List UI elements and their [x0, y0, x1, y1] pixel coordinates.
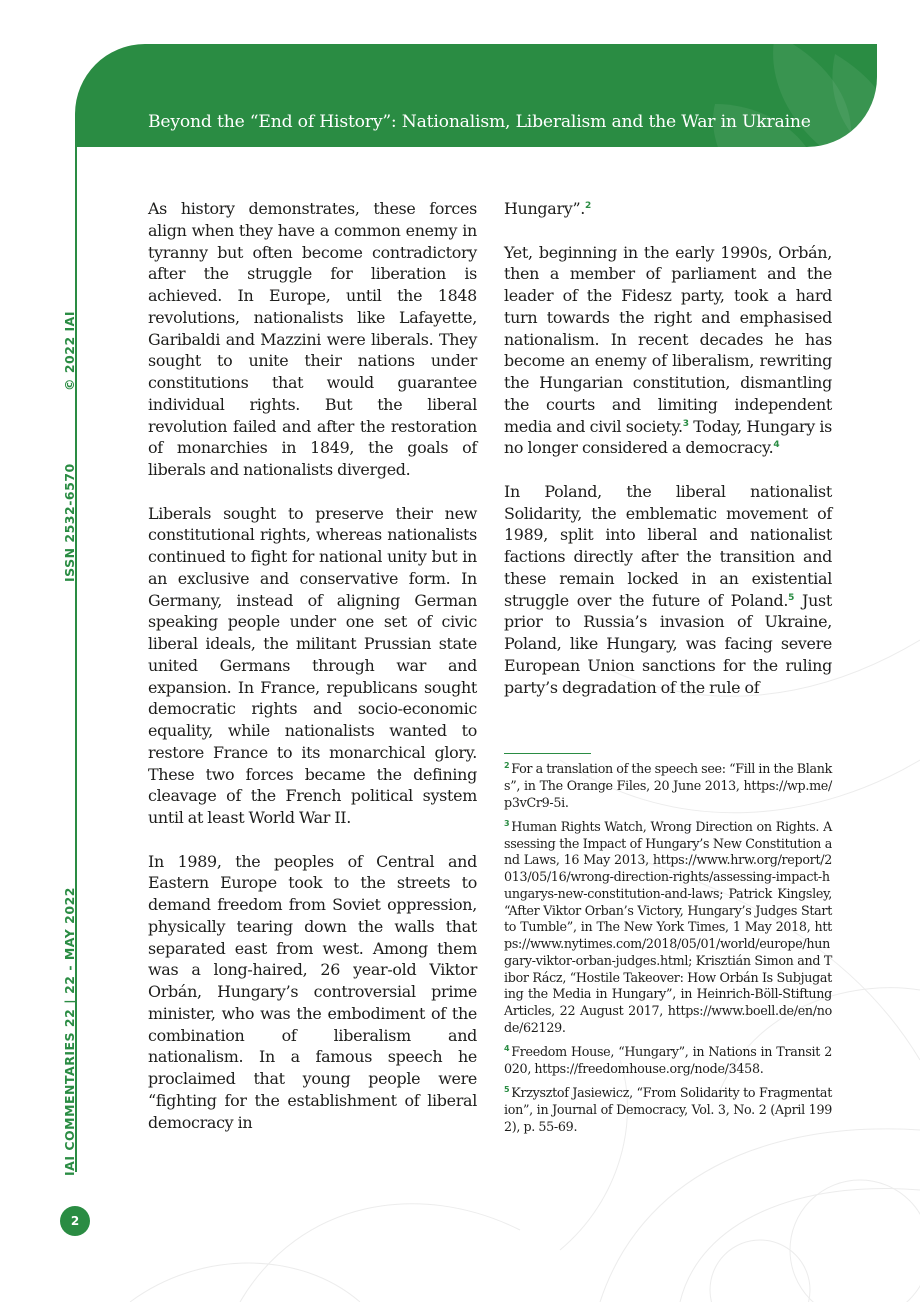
footnote-ref: 3 [682, 418, 689, 429]
series-label: IAI COMMENTARIES 22 | 22 - MAY 2022 [62, 887, 77, 1176]
paragraph [148, 503, 477, 829]
paragraph [504, 242, 832, 460]
left-text-column [148, 198, 477, 1155]
header-band [75, 44, 877, 147]
header-title: Beyond the “End of History”: Nationalism, Liberalism and the War in Ukraine [148, 112, 811, 132]
footnote [504, 1085, 832, 1135]
paragraph [504, 198, 832, 220]
footnote-text: Human Rights Watch, Wrong Direction on Rights. Assessing the Impact of Hungary’s New Constitution and Laws, 16 May 2013, https://www.hrw.org/report/2013/05/16/wrong-direction-rights/assessing-impact-hungarys-new-constitution-and-laws; Patrick Kingsley, “After Viktor Orban’s Victory, Hungary’s Judges Start to Tumble”, in The New York Times, 1 May 2018, https://www.nytimes.com/2018/05/01/world/europe/hungary-viktor-orban-judges.html; Krisztián Simon and Tibor Rácz, “Hostile Takeover: How Orbán Is Subjugating the Media in Hungary”, in Heinrich-Böll-Stiftung Articles, 22 August 2017, https://www.boell.de/en/node/62129. [504, 818, 832, 1035]
paragraph [148, 851, 477, 1134]
paragraph-text: Hungary”. [504, 199, 586, 218]
paragraph-text: As history demonstrates, these forces align when they have a common enemy in tyranny but often become contradictory after the struggle for liberation is achieved. In Europe, until the 1848 revolutions, nationalists like Lafayette, Garibaldi and Mazzini were liberals. They sought to unite their nations under constitutions that would guarantee individual rights. But the liberal revolution failed and after the restoration of monarchies in 1849, the goals of liberals and nationalists diverged. [148, 199, 477, 479]
footnote-text: For a translation of the speech see: “Fill in the Blanks”, in The Orange Files, 20 June 2013, https://wp.me/p3vCr9-5i. [504, 761, 832, 810]
paragraph [504, 481, 832, 699]
paragraph-text: Yet, beginning in the early 1990s, Orbán, then a member of parliament and the leader of the Fidesz party, took a hard turn towards the right and emphasised nationalism. In recent decades he has become an enemy of liberalism, rewriting the Hungarian constitution, dismantling the courts and limiting independent media and civil society. [504, 242, 832, 436]
paragraph-text: In 1989, the peoples of Central and Eastern Europe took to the streets to demand freedom from Soviet oppression, physically tearing down the walls that separated east from west. Among them was a long-haired, 26 year-old Viktor Orbán, Hungary’s controversial prime minister, who was the embodiment of the combination of liberalism and nationalism. In a famous speech he proclaimed that young people were “fighting for the establishment of liberal democracy in [148, 851, 477, 1132]
paragraph [148, 198, 477, 481]
paragraph-text: Liberals sought to preserve their new constitutional rights, whereas nationalists continued to fight for national unity but in an exclusive and conservative form. In Germany, instead of aligning German speaking people under one set of civic liberal ideals, the militant Prussian state united Germans through war and expansion. In France, republicans sought democratic rights and socio-economic equality, while nationalists wanted to restore France to its monarchical glory. These two forces became the defining cleavage of the French political system until at least World War II. [148, 503, 477, 827]
footnote-ref: 2 [585, 201, 591, 211]
issn-label: ISSN 2532-6570 [62, 463, 77, 582]
footnote-number: 5 [504, 1085, 510, 1094]
paragraph-text: In Poland, the liberal nationalist Solidarity, the emblematic movement of 1989, split into liberal and nationalist factions directly after the transition and these remain locked in an existential struggle over the future of Poland. [504, 481, 832, 610]
right-text-column [504, 198, 832, 720]
footnote-text: Krzysztof Jasiewicz, “From Solidarity to Fragmentation”, in Journal of Democracy, Vol. 3, No. 2 (April 1992), p. 55-69. [504, 1085, 832, 1134]
footnote-number: 2 [504, 761, 510, 770]
footnote [504, 819, 832, 1037]
paragraph-text: Just prior to Russia’s invasion of Ukraine, Poland, like Hungary, was facing severe European Union sanctions for the ruling party’s degradation of the rule of [504, 590, 833, 697]
footnote-ref: 4 [773, 440, 780, 451]
footnote-separator [504, 753, 591, 754]
footnote-number: 4 [504, 1044, 510, 1053]
copyright-label: © 2022 IAI [62, 311, 77, 391]
footnote-number: 3 [504, 818, 510, 828]
footnote [504, 1044, 832, 1078]
footnote-ref: 5 [788, 592, 795, 603]
page-number-badge: 2 [60, 1206, 90, 1236]
footnotes-block [504, 761, 832, 1143]
footnote-text: Freedom House, “Hungary”, in Nations in Transit 2020, https://freedomhouse.org/node/3458. [504, 1044, 832, 1076]
footnote [504, 761, 832, 811]
paragraph-text: Today, Hungary is no longer considered a democracy. [504, 416, 832, 458]
